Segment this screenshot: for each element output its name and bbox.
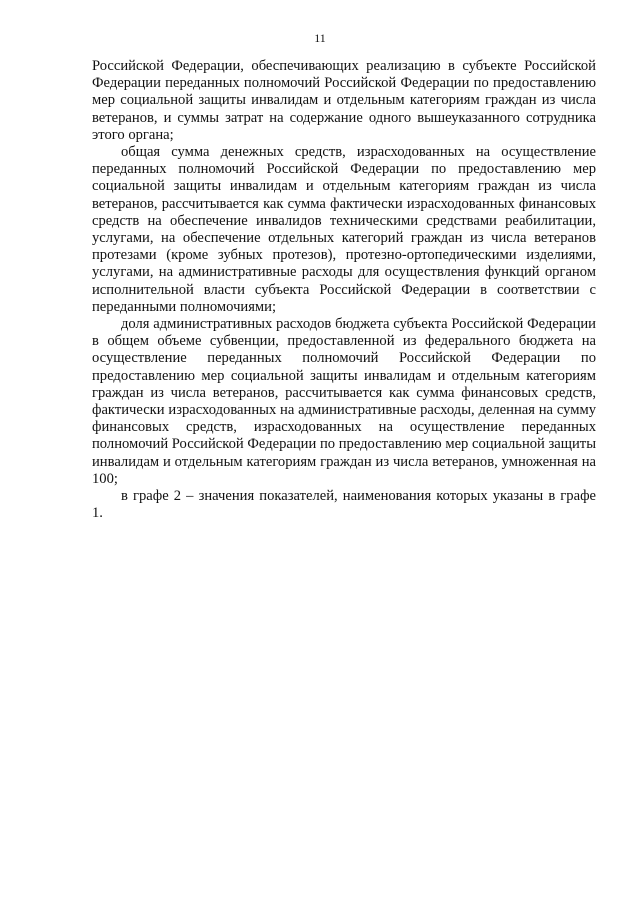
document-body	[92, 58, 596, 522]
paragraph-total-funds: общая сумма денежных средств, израсходованных на осуществление переданных полномочий Российской Федерации по предоставлению мер социальной защиты инвалидам и отдельным категориям граждан из числа ветеранов, рассчитывается как сумма фактически израсходованных финансовых средств на обеспечение инвалидов техническими средствами реабилитации, услугами, на обеспечение отдельных категорий граждан из числа ветеранов протезами (кроме зубных протезов), протезно-ортопедическими изделиями, услугами, на административные расходы для осуществления функций органом исполнительной власти субъекта Российской Федерации в соответствии с переданными полномочиями;	[92, 144, 596, 315]
paragraph-column-2: в графе 2 – значения показателей, наименования которых указаны в графе 1.	[92, 488, 596, 522]
paragraph-administrative-share: доля административных расходов бюджета субъекта Российской Федерации в общем объеме субвенции, предоставленной из федерального бюджета на осуществление переданных полномочий Российской Федерации по предоставлению мер социальной защиты инвалидам и отдельным категориям граждан из числа ветеранов, рассчитывается как сумма финансовых средств, фактически израсходованных на административные расходы, деленная на сумму финансовых средств, израсходованных на осуществление переданных полномочий Российской Федерации по предоставлению мер социальной защиты инвалидам и отдельным категориям граждан из числа ветеранов, умноженная на 100;	[92, 316, 596, 487]
page-number: 11	[314, 31, 326, 45]
paragraph-continued-text: Российской Федерации, обеспечивающих реализацию в субъекте Российской Федерации переданных полномочий Российской Федерации по предоставлению мер социальной защиты инвалидам и отдельным категориям граждан из числа ветеранов, и суммы затрат на содержание одного вышеуказанного сотрудника этого органа;	[92, 58, 596, 143]
